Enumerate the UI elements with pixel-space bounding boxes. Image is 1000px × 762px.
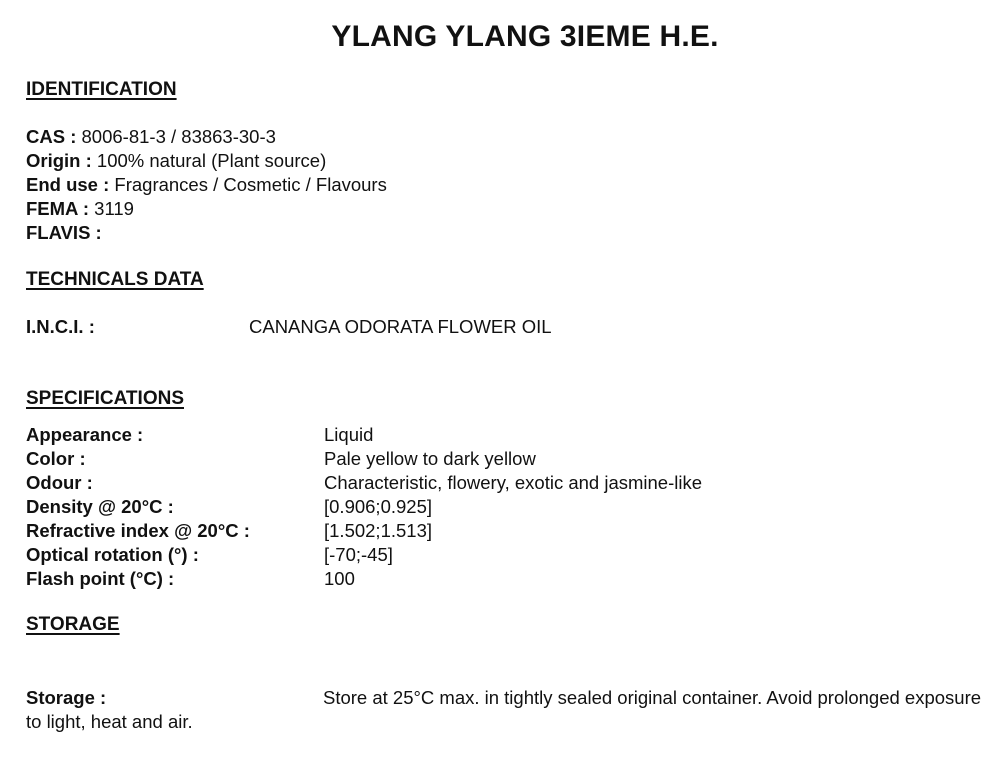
spec-value: [1.502;1.513] <box>324 520 433 541</box>
specifications-heading: SPECIFICATIONS <box>26 388 184 409</box>
spec-value: Characteristic, flowery, exotic and jasmine-like <box>324 472 703 493</box>
spec-value: 100 <box>324 568 355 589</box>
fema-line <box>26 198 134 220</box>
fema-label: FEMA : <box>26 198 90 219</box>
spec-label: Refractive index @ 20°C : <box>26 520 250 541</box>
spec-label: Flash point (°C) : <box>26 568 175 589</box>
technicals-heading: TECHNICALS DATA <box>26 269 204 290</box>
origin-value: 100% natural (Plant source) <box>96 150 327 171</box>
spec-label: Density @ 20°C : <box>26 496 174 517</box>
identification-heading: IDENTIFICATION <box>26 79 177 100</box>
spec-label: Color : <box>26 448 86 469</box>
storage-label: Storage : <box>26 687 107 708</box>
storage-value: Store at 25°C max. in tightly sealed original container. Avoid prolonged exposure to light, heat and air. <box>26 687 982 732</box>
spec-value: Liquid <box>324 424 374 445</box>
origin-label: Origin : <box>26 150 92 171</box>
spec-value: [-70;-45] <box>324 544 393 565</box>
cas-line <box>26 126 276 148</box>
spec-label: Appearance : <box>26 424 144 445</box>
storage-heading: STORAGE <box>26 614 120 635</box>
end-use-label: End use : <box>26 174 110 195</box>
flavis-label: FLAVIS : <box>26 222 102 243</box>
origin-line <box>26 150 326 172</box>
end-use-value: Fragrances / Cosmetic / Flavours <box>114 174 387 195</box>
spec-value: [0.906;0.925] <box>324 496 433 517</box>
inci-label: I.N.C.I. : <box>26 316 95 337</box>
cas-label: CAS : <box>26 126 77 147</box>
end-use-line <box>26 174 387 196</box>
spec-label: Odour : <box>26 472 93 493</box>
spec-label: Optical rotation (°) : <box>26 544 199 565</box>
inci-value: CANANGA ODORATA FLOWER OIL <box>249 316 552 337</box>
fema-value: 3119 <box>94 198 134 219</box>
flavis-line <box>26 222 102 244</box>
document-title: YLANG YLANG 3IEME H.E. <box>331 20 719 53</box>
spec-value: Pale yellow to dark yellow <box>324 448 536 469</box>
cas-value: 8006-81-3 / 83863-30-3 <box>81 126 276 147</box>
